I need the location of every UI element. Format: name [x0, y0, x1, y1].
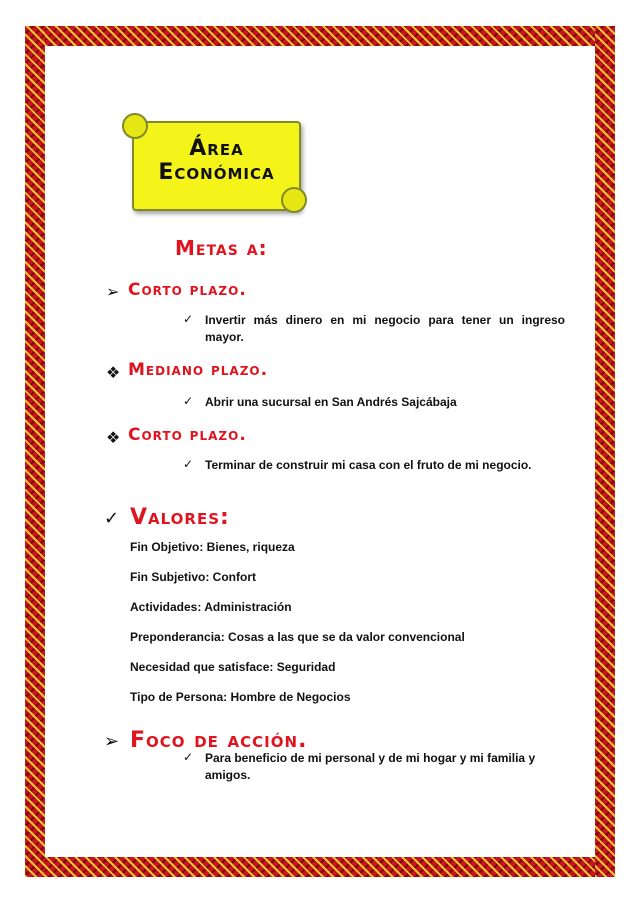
list-item-text: Terminar de construir mi casa con el fruto de mi negocio. — [205, 458, 532, 472]
checkmark-icon: ✓ — [183, 394, 194, 408]
list-item-text: Abrir una sucursal en San Andrés Sajcábaja — [205, 395, 457, 409]
valores-line: Fin Objetivo: Bienes, riqueza — [130, 540, 295, 554]
valores-line: Necesidad que satisface: Seguridad — [130, 660, 336, 674]
diamond-bullet-icon: ❖ — [106, 428, 121, 447]
scroll-body — [132, 121, 301, 211]
checkmark-icon: ✓ — [183, 457, 194, 471]
valores-line: Preponderancia: Cosas a las que se da valor convencional — [130, 630, 465, 644]
list-item-text: Para beneficio de mi personal y de mi hogar y mi familia y amigos. — [205, 751, 536, 782]
scroll-curl-icon — [281, 187, 307, 213]
arrow-bullet-icon: ➢ — [104, 731, 120, 752]
checkmark-bullet-icon: ✓ — [104, 508, 120, 529]
section-heading-mediano-plazo: Mediano plazo. — [128, 360, 269, 380]
arrow-bullet-icon: ➢ — [106, 282, 120, 301]
checkmark-icon: ✓ — [183, 750, 194, 764]
checkmark-icon: ✓ — [183, 312, 194, 326]
list-item-text: Invertir más dinero en mi negocio para tener un ingreso mayor. — [205, 313, 565, 344]
valores-line: Actividades: Administración — [130, 600, 292, 614]
decorative-border-left — [25, 26, 45, 877]
section-heading-corto-plazo: Corto plazo. — [128, 425, 247, 445]
page-title: Área Económica — [158, 136, 275, 185]
decorative-border-right — [595, 26, 615, 877]
valores-line: Fin Subjetivo: Confort — [130, 570, 256, 584]
scroll-curl-icon — [122, 113, 148, 139]
metas-heading: Metas a: — [175, 236, 268, 260]
valores-line: Tipo de Persona: Hombre de Negocios — [130, 690, 351, 704]
decorative-border-bottom — [25, 857, 615, 877]
section-heading-corto-plazo: Corto plazo. — [128, 280, 247, 300]
valores-heading: Valores: — [130, 505, 230, 530]
foco-heading: Foco de acción. — [130, 728, 308, 753]
title-scroll-banner — [122, 113, 307, 213]
decorative-border-top — [25, 26, 615, 46]
diamond-bullet-icon: ❖ — [106, 363, 121, 382]
